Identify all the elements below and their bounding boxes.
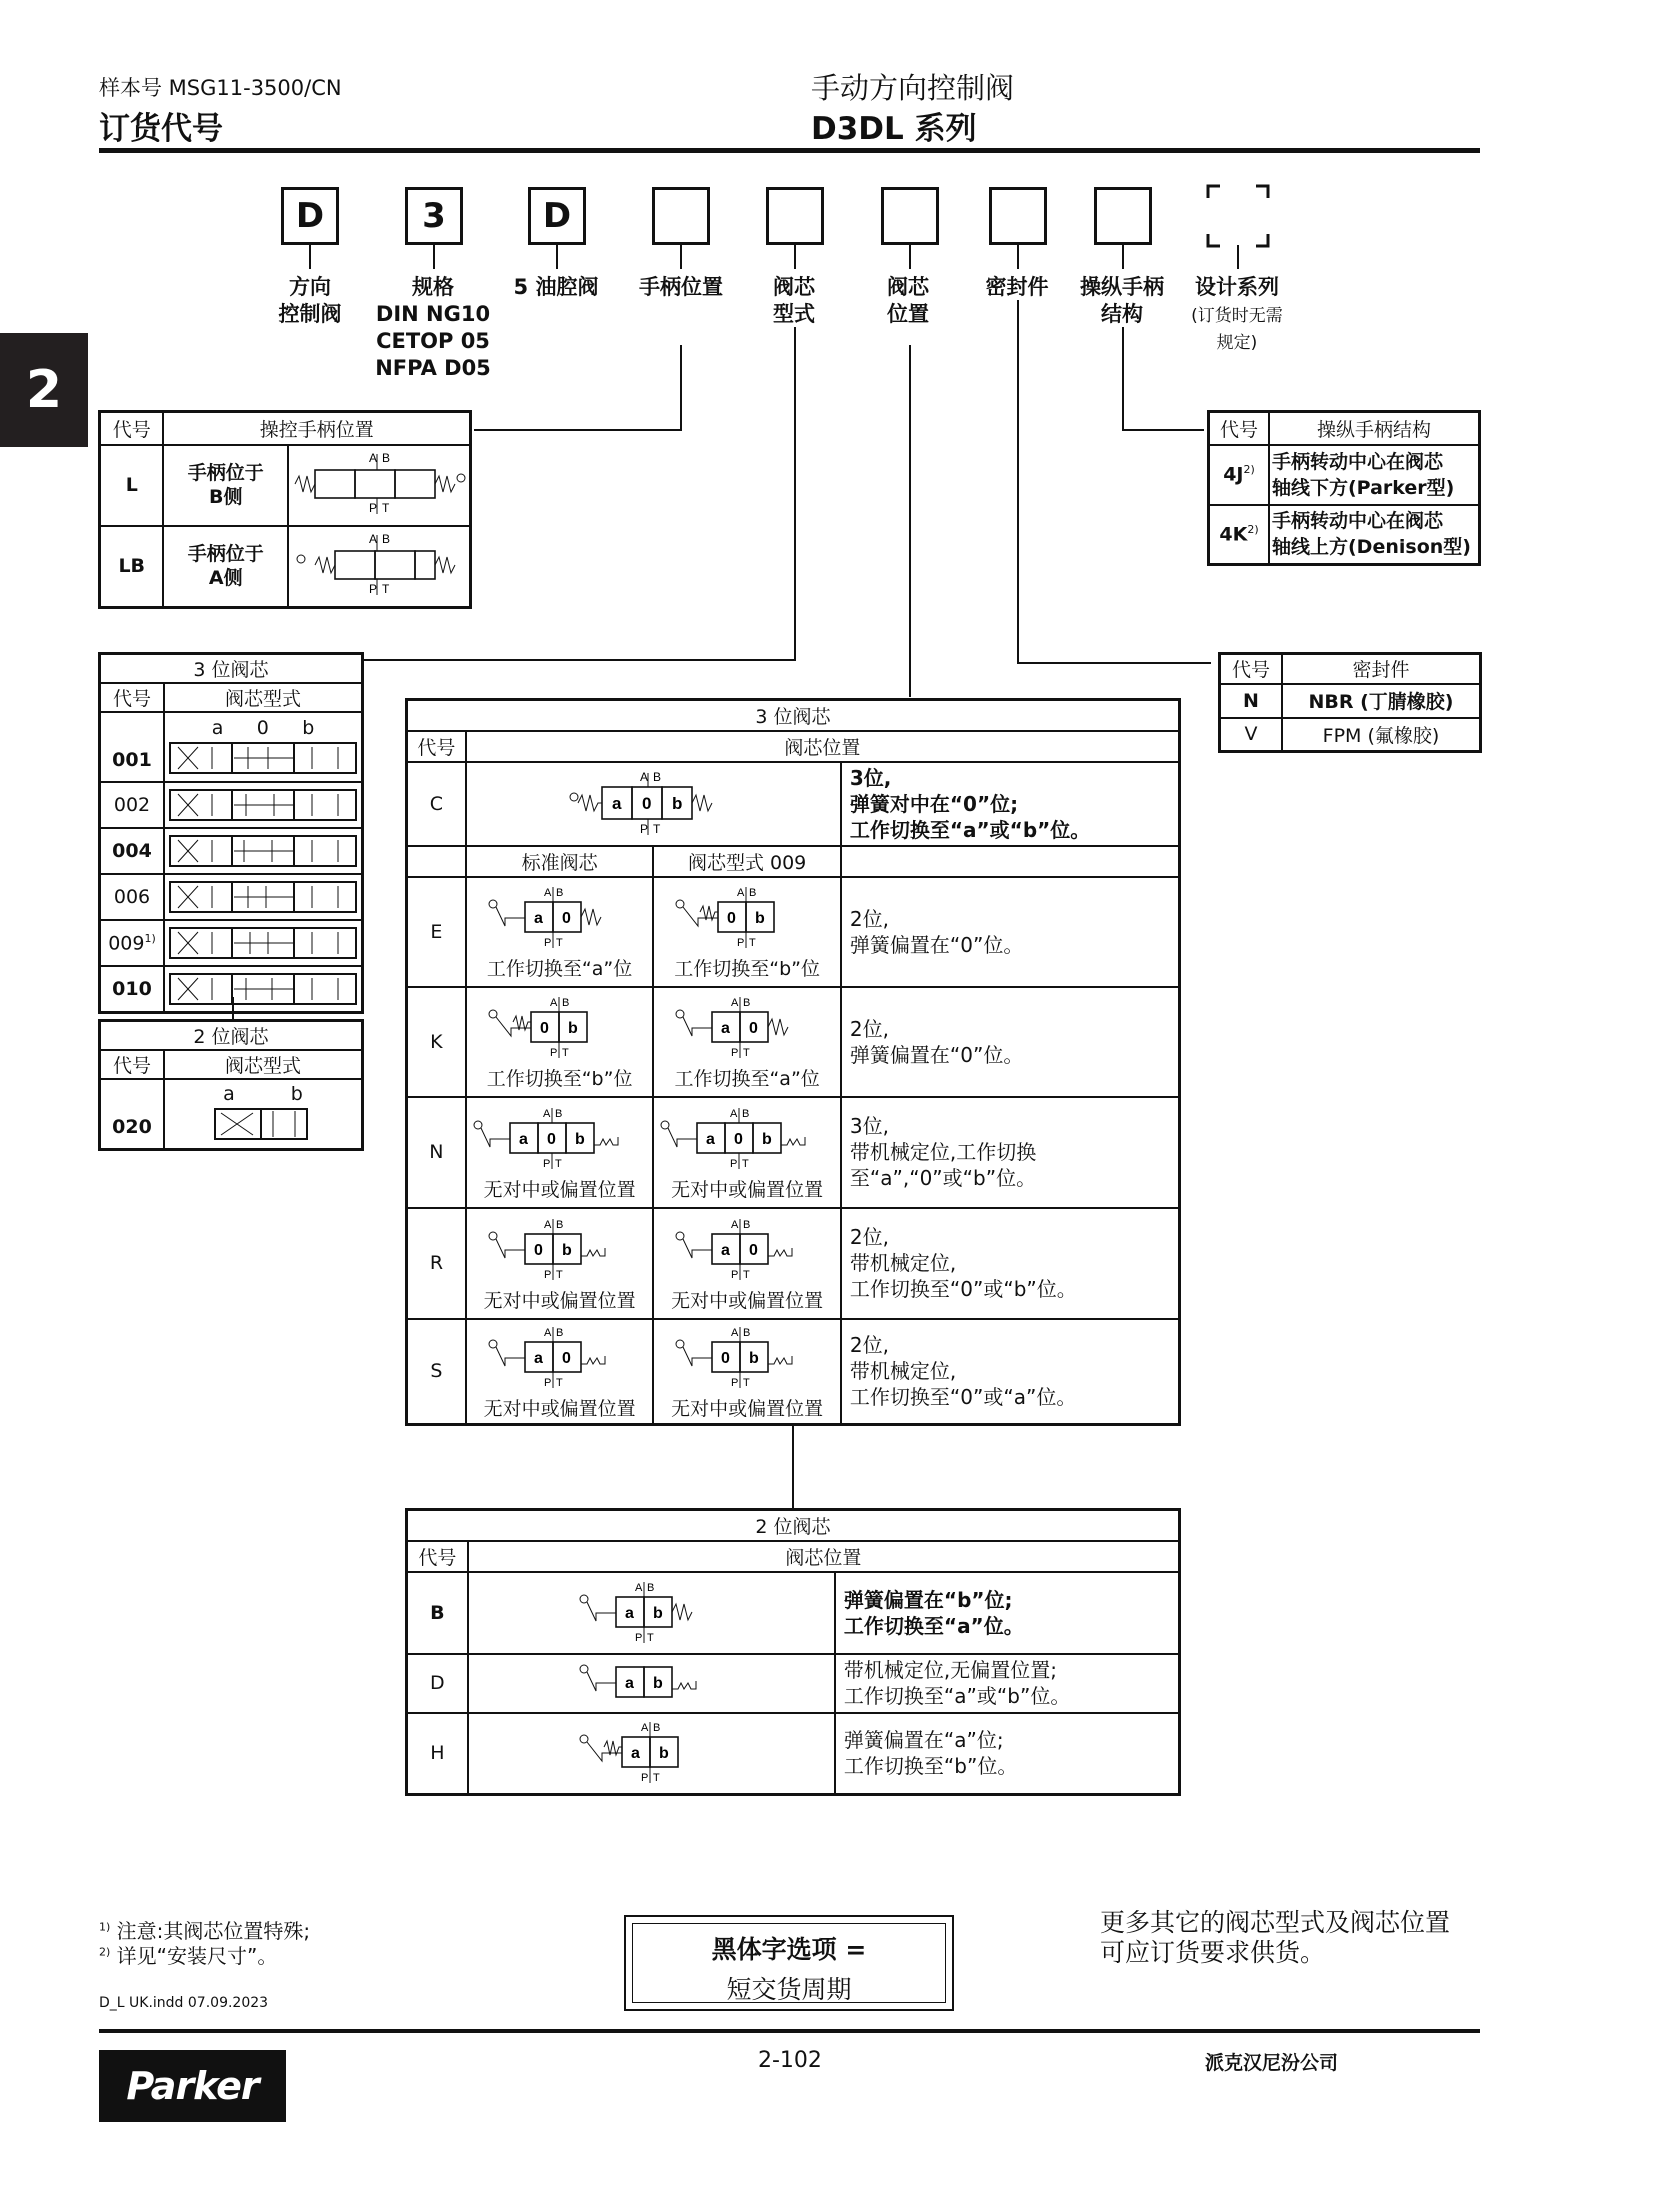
svg-text:T: T bbox=[382, 501, 390, 515]
svg-text:a: a bbox=[721, 1020, 731, 1037]
svg-text:b: b bbox=[755, 910, 765, 927]
svg-text:T: T bbox=[653, 821, 661, 836]
col-header-handle-position: 操控手柄位置 bbox=[163, 412, 470, 445]
svg-text:P: P bbox=[731, 1047, 739, 1059]
svg-text:0: 0 bbox=[721, 1349, 731, 1367]
handle-text-l: 手柄位于 B侧 bbox=[163, 445, 288, 526]
svg-text:T: T bbox=[647, 1631, 655, 1644]
code-box-9-dashed bbox=[1206, 184, 1270, 248]
svg-text:b: b bbox=[653, 1675, 664, 1692]
seal-table bbox=[1218, 652, 1482, 753]
company-name: 派克汉尼汾公司 bbox=[1205, 2052, 1339, 2074]
svg-text:T: T bbox=[382, 582, 390, 597]
position-symbol-k-std bbox=[466, 987, 654, 1097]
position-code-c: C bbox=[407, 762, 466, 846]
caption: 无对中或偏置位置 bbox=[671, 1397, 824, 1420]
footnote-1: $^{1)}$ 注意:其阀芯位置特殊; bbox=[99, 1919, 311, 1943]
position-symbol-n-009 bbox=[653, 1097, 841, 1208]
label-5port: 5 油腔阀 bbox=[513, 275, 599, 299]
svg-text:a: a bbox=[625, 1604, 635, 1622]
position-symbol-e-std bbox=[466, 877, 654, 987]
svg-text:B: B bbox=[743, 1326, 751, 1339]
svg-text:T: T bbox=[555, 1268, 563, 1281]
position-code-k: K bbox=[407, 987, 466, 1097]
svg-text:A: A bbox=[731, 997, 739, 1009]
position-code-d: D bbox=[407, 1654, 468, 1713]
svg-text:A: A bbox=[369, 532, 378, 547]
code-box-5 bbox=[766, 187, 824, 245]
svg-text:P: P bbox=[641, 1772, 649, 1785]
spool-code-002: 002 bbox=[100, 782, 165, 828]
col-header-spool-type: 阀芯型式 bbox=[164, 683, 363, 712]
spool-code-006: 006 bbox=[100, 874, 165, 920]
caption: 工作切换至“b”位 bbox=[486, 1068, 633, 1090]
svg-text:a: a bbox=[533, 1349, 543, 1367]
svg-text:B: B bbox=[653, 1722, 661, 1735]
svg-text:P: P bbox=[731, 1376, 739, 1389]
svg-text:b: b bbox=[762, 1130, 772, 1148]
position-desc-b: 弹簧偏置在“b”位; 工作切换至“a”位。 bbox=[835, 1572, 1180, 1654]
svg-text:P: P bbox=[543, 1376, 551, 1389]
position-symbol-c bbox=[466, 762, 841, 846]
spool-code-020: 020 bbox=[100, 1079, 165, 1149]
svg-text:P: P bbox=[543, 1268, 551, 1281]
svg-text:T: T bbox=[653, 1772, 661, 1785]
handle-symbol-l bbox=[288, 445, 471, 526]
position-code-h: H bbox=[407, 1713, 468, 1795]
spool-symbol-001 bbox=[164, 712, 363, 782]
svg-text:0: 0 bbox=[539, 1020, 549, 1037]
svg-text:P: P bbox=[369, 582, 378, 597]
pos-label-0: 0 bbox=[256, 717, 269, 739]
spool-symbol-009 bbox=[164, 920, 363, 966]
col-header-code: 代号 bbox=[100, 683, 165, 712]
pos-label-a: a bbox=[223, 1082, 235, 1105]
position-code-e: E bbox=[407, 877, 466, 987]
svg-text:B: B bbox=[555, 887, 563, 899]
label-handle-position: 手柄位置 bbox=[639, 275, 723, 299]
svg-text:b: b bbox=[659, 1745, 670, 1763]
spool-position-3pos-table bbox=[405, 698, 1181, 1426]
position-desc-s: 2位, 带机械定位, 工作切换至“0”或“a”位。 bbox=[841, 1319, 1180, 1425]
svg-text:0: 0 bbox=[749, 1241, 759, 1259]
svg-text:B: B bbox=[743, 1218, 751, 1231]
position-symbol-s-009 bbox=[653, 1319, 841, 1425]
bold-option-line2: 短交货周期 bbox=[726, 1975, 852, 2004]
svg-text:T: T bbox=[743, 1047, 750, 1059]
col-header-code: 代号 bbox=[100, 1050, 165, 1079]
svg-text:B: B bbox=[653, 769, 662, 784]
position-code-b: B bbox=[407, 1572, 468, 1654]
table-title: 3 位阀芯 bbox=[100, 654, 363, 684]
svg-text:A: A bbox=[543, 1326, 551, 1339]
position-desc-k: 2位, 弹簧偏置在“0”位。 bbox=[841, 987, 1180, 1097]
more-options-note: 更多其它的阀芯型式及阀芯位置 可应订货要求供货。 bbox=[1100, 1908, 1451, 1967]
position-desc-n: 3位, 带机械定位,工作切换 至“a”,“0”或“b”位。 bbox=[841, 1097, 1180, 1208]
position-symbol-e-009 bbox=[653, 877, 841, 987]
structure-code-4k: $4K^{2)}$ bbox=[1209, 505, 1270, 565]
svg-text:T: T bbox=[555, 1376, 563, 1389]
svg-text:P: P bbox=[549, 1047, 557, 1059]
handle-structure-table bbox=[1207, 410, 1481, 566]
series-title: D3DL 系列 bbox=[811, 111, 977, 147]
svg-text:b: b bbox=[561, 1241, 572, 1259]
product-title: 手动方向控制阀 bbox=[811, 71, 1015, 105]
page-number: 2-102 bbox=[758, 2048, 822, 2073]
caption: 无对中或偏置位置 bbox=[483, 1397, 636, 1420]
svg-text:T: T bbox=[743, 1268, 750, 1281]
position-desc-e: 2位, 弹簧偏置在“0”位。 bbox=[841, 877, 1180, 987]
label-direction-valve: 方向 控制阀 bbox=[278, 275, 342, 326]
col-header-spool-position: 阀芯位置 bbox=[468, 1541, 1180, 1572]
footnote-2: $^{2)}$ 详见“安装尺寸”。 bbox=[99, 1944, 278, 1968]
svg-text:B: B bbox=[743, 997, 751, 1009]
svg-text:A: A bbox=[640, 769, 649, 784]
position-symbol-r-std bbox=[466, 1208, 654, 1319]
position-code-n: N bbox=[407, 1097, 466, 1208]
svg-text:a: a bbox=[612, 793, 622, 813]
svg-text:B: B bbox=[647, 1581, 655, 1594]
seal-text-n: NBR (丁腈橡胶) bbox=[1282, 684, 1481, 718]
col-header-spool-position: 阀芯位置 bbox=[466, 731, 1180, 762]
seal-code-n: N bbox=[1220, 684, 1283, 718]
bold-option-line1: 黑体字选项 = bbox=[711, 1935, 867, 1964]
seal-text-v: FPM (氟橡胶) bbox=[1282, 718, 1481, 752]
svg-text:0: 0 bbox=[727, 910, 737, 927]
col-header-code: 代号 bbox=[100, 412, 164, 445]
svg-text:B: B bbox=[561, 997, 569, 1009]
seal-code-v: V bbox=[1220, 718, 1283, 752]
svg-text:A: A bbox=[542, 1107, 550, 1120]
col-header-code: 代号 bbox=[1209, 412, 1270, 445]
code-box-4 bbox=[652, 187, 710, 245]
label-design-series: 设计系列 (订货时无需 规定) bbox=[1191, 275, 1283, 353]
caption: 工作切换至“a”位 bbox=[486, 958, 633, 980]
catalog-number: 样本号 MSG11-3500/CN bbox=[99, 76, 342, 100]
svg-text:B: B bbox=[742, 1107, 750, 1120]
spool-type-3pos-table bbox=[98, 652, 364, 1014]
spool-code-001: 001 bbox=[100, 712, 165, 782]
table-title: 3 位阀芯 bbox=[407, 700, 1180, 731]
col-header-code: 代号 bbox=[407, 731, 466, 762]
spool-symbol-006 bbox=[164, 874, 363, 920]
structure-text-4k: 手柄转动中心在阀芯 轴线上方(Denison型) bbox=[1269, 505, 1480, 565]
svg-text:P: P bbox=[640, 821, 649, 836]
pos-label-b: b bbox=[290, 1082, 303, 1105]
handle-text-lb: 手柄位于 A侧 bbox=[163, 526, 288, 608]
position-symbol-b bbox=[468, 1572, 835, 1654]
spool-position-2pos-table bbox=[405, 1508, 1181, 1796]
label-seal: 密封件 bbox=[985, 275, 1049, 299]
svg-text:0: 0 bbox=[734, 1130, 744, 1148]
chapter-tab: 2 bbox=[0, 333, 88, 447]
svg-text:a: a bbox=[631, 1745, 641, 1763]
svg-text:B: B bbox=[555, 1326, 563, 1339]
position-symbol-h bbox=[468, 1713, 835, 1795]
svg-text:B: B bbox=[555, 1218, 563, 1231]
code-box-3: D bbox=[528, 187, 586, 245]
svg-text:a: a bbox=[625, 1675, 635, 1692]
header-rule bbox=[99, 148, 1480, 153]
svg-text:0: 0 bbox=[561, 910, 571, 927]
svg-text:b: b bbox=[653, 1604, 664, 1622]
position-symbol-k-009 bbox=[653, 987, 841, 1097]
caption: 无对中或偏置位置 bbox=[671, 1178, 824, 1201]
svg-text:P: P bbox=[542, 1157, 550, 1170]
svg-text:A: A bbox=[543, 887, 551, 899]
spool-symbol-002 bbox=[164, 782, 363, 828]
position-code-r: R bbox=[407, 1208, 466, 1319]
svg-text:T: T bbox=[555, 937, 563, 949]
svg-text:A: A bbox=[730, 1107, 738, 1120]
svg-text:A: A bbox=[731, 1326, 739, 1339]
svg-text:b: b bbox=[567, 1020, 578, 1037]
svg-text:b: b bbox=[574, 1130, 585, 1148]
svg-text:A: A bbox=[635, 1581, 643, 1594]
spool-code-009: 009$^{1)}$ bbox=[100, 920, 165, 966]
svg-text:T: T bbox=[743, 1376, 750, 1389]
file-info: D_L UK.indd 07.09.2023 bbox=[99, 1995, 269, 2011]
svg-text:P: P bbox=[737, 937, 745, 949]
svg-text:T: T bbox=[561, 1047, 569, 1059]
spool-symbol-020 bbox=[164, 1079, 363, 1149]
code-box-6 bbox=[881, 187, 939, 245]
svg-text:P: P bbox=[543, 937, 551, 949]
svg-text:T: T bbox=[554, 1157, 562, 1170]
spool-symbol-010 bbox=[164, 966, 363, 1012]
svg-text:b: b bbox=[672, 793, 683, 813]
svg-text:A: A bbox=[737, 887, 745, 899]
svg-text:A: A bbox=[731, 1218, 739, 1231]
svg-text:A: A bbox=[641, 1722, 649, 1735]
spool-code-010: 010 bbox=[100, 966, 165, 1012]
svg-text:a: a bbox=[518, 1130, 528, 1148]
col-header-handle-structure: 操纵手柄结构 bbox=[1269, 412, 1480, 445]
handle-symbol-lb bbox=[288, 526, 471, 608]
label-spool-type: 阀芯 型式 bbox=[773, 275, 815, 326]
caption: 无对中或偏置位置 bbox=[483, 1178, 636, 1201]
code-box-1: D bbox=[281, 187, 339, 245]
svg-text:A: A bbox=[543, 1218, 551, 1231]
label-handle-structure: 操纵手柄 结构 bbox=[1080, 275, 1164, 326]
position-symbol-s-std bbox=[466, 1319, 654, 1425]
position-desc-d: 带机械定位,无偏置位置; 工作切换至“a”或“b”位。 bbox=[835, 1654, 1180, 1713]
svg-text:A: A bbox=[549, 997, 557, 1009]
section-title: 订货代号 bbox=[99, 111, 223, 147]
svg-text:T: T bbox=[749, 937, 756, 949]
position-desc-h: 弹簧偏置在“a”位; 工作切换至“b”位。 bbox=[835, 1713, 1180, 1795]
svg-text:T: T bbox=[742, 1157, 749, 1170]
svg-text:B: B bbox=[382, 451, 391, 465]
svg-text:0: 0 bbox=[533, 1241, 543, 1259]
caption: 无对中或偏置位置 bbox=[671, 1289, 824, 1312]
svg-text:b: b bbox=[749, 1349, 759, 1367]
svg-text:0: 0 bbox=[749, 1020, 759, 1037]
spool-symbol-004 bbox=[164, 828, 363, 874]
structure-text-4j: 手柄转动中心在阀芯 轴线下方(Parker型) bbox=[1269, 445, 1480, 505]
handle-code-lb: LB bbox=[100, 526, 164, 608]
caption: 无对中或偏置位置 bbox=[483, 1289, 636, 1312]
label-spool-position: 阀芯 位置 bbox=[887, 275, 929, 326]
bold-option-box bbox=[624, 1915, 954, 2011]
svg-text:B: B bbox=[554, 1107, 562, 1120]
svg-text:P: P bbox=[730, 1157, 738, 1170]
code-box-8 bbox=[1094, 187, 1152, 245]
table-title: 2 位阀芯 bbox=[407, 1510, 1180, 1541]
spool-code-004: 004 bbox=[100, 828, 165, 874]
col-header-code: 代号 bbox=[1220, 654, 1283, 684]
pos-label-a: a bbox=[211, 717, 224, 739]
sub-header-009: 阀芯型式 009 bbox=[653, 846, 841, 877]
svg-text:P: P bbox=[635, 1631, 643, 1644]
position-desc-c: 3位, 弹簧对中在“0”位; 工作切换至“a”或“b”位。 bbox=[841, 762, 1180, 846]
code-box-2: 3 bbox=[405, 187, 463, 245]
footer-rule bbox=[99, 2029, 1480, 2033]
svg-text:a: a bbox=[706, 1130, 716, 1148]
table-title: 2 位阀芯 bbox=[100, 1021, 363, 1051]
position-code-s: S bbox=[407, 1319, 466, 1425]
label-size: 规格 DIN NG10 CETOP 05 NFPA D05 bbox=[375, 275, 491, 380]
svg-text:a: a bbox=[533, 910, 543, 927]
svg-text:0: 0 bbox=[561, 1349, 571, 1367]
svg-text:P: P bbox=[731, 1268, 739, 1281]
handle-code-l: L bbox=[100, 445, 164, 526]
position-symbol-d bbox=[468, 1654, 835, 1713]
svg-text:0: 0 bbox=[546, 1130, 556, 1148]
svg-text:B: B bbox=[749, 887, 757, 899]
svg-text:B: B bbox=[382, 532, 391, 547]
position-symbol-r-009 bbox=[653, 1208, 841, 1319]
structure-code-4j: $4J^{2)}$ bbox=[1209, 445, 1270, 505]
col-header-spool-type: 阀芯型式 bbox=[164, 1050, 363, 1079]
caption: 工作切换至“a”位 bbox=[674, 1068, 820, 1090]
col-header-seal: 密封件 bbox=[1282, 654, 1481, 684]
svg-text:A: A bbox=[369, 451, 378, 465]
col-header-code: 代号 bbox=[407, 1541, 468, 1572]
caption: 工作切换至“b”位 bbox=[674, 958, 820, 980]
svg-text:a: a bbox=[721, 1241, 731, 1259]
pos-label-b: b bbox=[302, 717, 315, 739]
sub-header-standard: 标准阀芯 bbox=[466, 846, 654, 877]
parker-logo: Parker bbox=[99, 2050, 286, 2122]
svg-text:0: 0 bbox=[642, 793, 652, 813]
svg-text:P: P bbox=[369, 501, 378, 515]
spool-type-2pos-table bbox=[98, 1019, 364, 1151]
position-symbol-n-std bbox=[466, 1097, 654, 1208]
handle-position-table bbox=[98, 410, 472, 609]
position-desc-r: 2位, 带机械定位, 工作切换至“0”或“b”位。 bbox=[841, 1208, 1180, 1319]
code-box-7 bbox=[989, 187, 1047, 245]
